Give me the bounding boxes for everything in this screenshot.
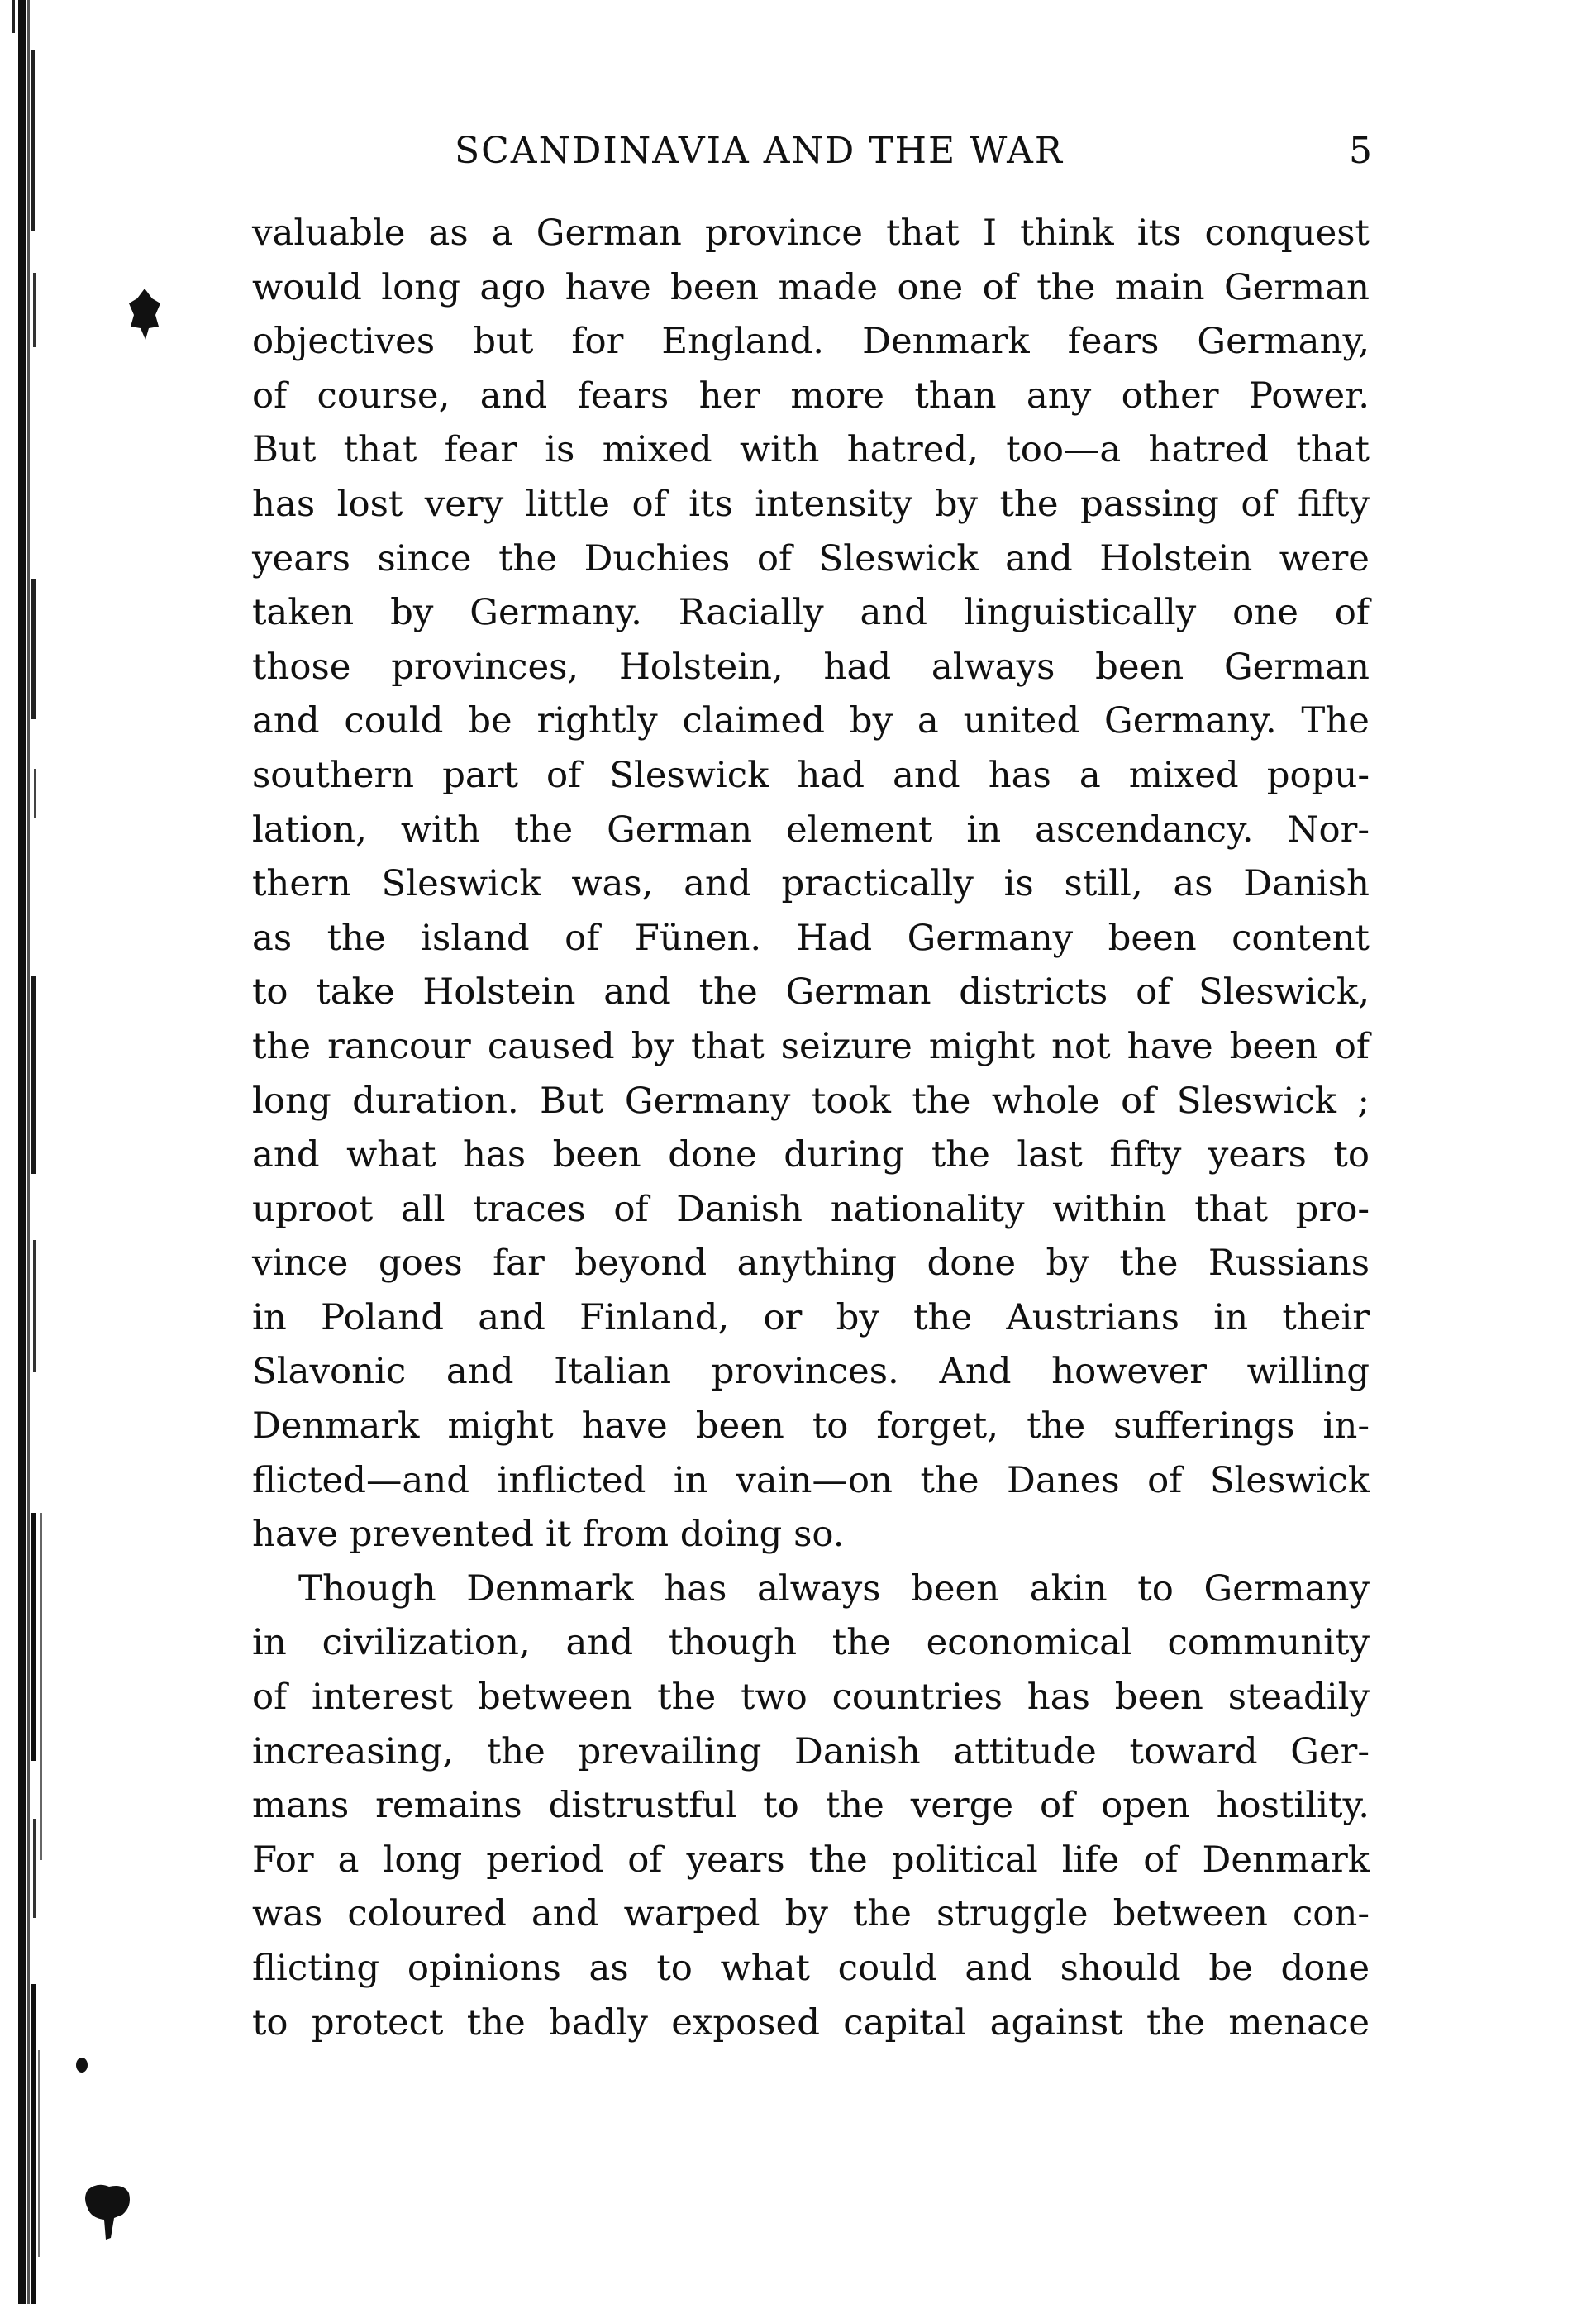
text-line: years since the Duchies of Sleswick and Holstein were (252, 537, 1370, 580)
text-line-final: have prevented it from doing so. (252, 1514, 845, 1556)
text-line: For a long period of years the political life of Denmark (252, 1839, 1370, 1881)
text-line: in Poland and Finland, or by the Austrians in their (252, 1296, 1370, 1338)
text-line: long duration. But Germany took the whole of Sleswick ; (252, 1080, 1370, 1122)
text-line: to protect the badly exposed capital against the menace (252, 2001, 1370, 2044)
text-line: has lost very little of its intensity by the passing of fifty (252, 483, 1370, 525)
text-line: objectives but for England. Denmark fears Germany, (252, 321, 1370, 363)
text-line-first: Though Denmark has always been akin to Germany (298, 1567, 1370, 1610)
text-line: was coloured and warped by the struggle between con- (252, 1893, 1370, 1935)
text-line: and what has been done during the last fifty years to (252, 1134, 1370, 1176)
ink-dot-mark (73, 2054, 91, 2076)
text-line: mans remains distrustful to the verge of open hostility. (252, 1785, 1370, 1827)
ink-blot-mark (124, 285, 165, 343)
text-line: Slavonic and Italian provinces. And however willing (252, 1351, 1370, 1393)
text-line: in civilization, and though the economical community (252, 1622, 1370, 1664)
text-line: and could be rightly claimed by a united Germany. The (252, 700, 1370, 742)
binding-shadow-graphic (0, 0, 74, 2304)
text-line: taken by Germany. Racially and linguistically one of (252, 592, 1370, 634)
text-line: flicting opinions as to what could and should be done (252, 1948, 1370, 1989)
text-line: as the island of Fünen. Had Germany been content (252, 917, 1370, 959)
binding-edge (0, 0, 74, 2304)
text-line: would long ago have been made one of the main German (252, 266, 1370, 308)
text-line: Denmark might have been to forget, the sufferings in- (252, 1405, 1370, 1448)
running-head (248, 122, 1372, 180)
text-line: But that fear is mixed with hatred, too—a hatred that (252, 429, 1370, 471)
text-line: flicted—and inflicted in vain—on the Danes of Sleswick (252, 1459, 1370, 1501)
text-line: uproot all traces of Danish nationality within that pro- (252, 1188, 1370, 1230)
text-line: those provinces, Holstein, had always been German (252, 646, 1370, 688)
text-line: the rancour caused by that seizure might not have been of (252, 1025, 1370, 1067)
running-head-title: SCANDINAVIA AND THE WAR (455, 130, 1065, 172)
text-line: of interest between the two countries has been steadily (252, 1677, 1370, 1719)
body-text (252, 207, 1370, 2050)
ink-blot-mark-lower (81, 2178, 134, 2244)
text-line: of course, and fears her more than any other Power. (252, 374, 1370, 417)
text-line: lation, with the German element in ascendancy. Nor- (252, 809, 1370, 851)
page-number: 5 (1349, 130, 1372, 172)
text-line: increasing, the prevailing Danish attitude toward Ger- (252, 1730, 1370, 1772)
text-line: southern part of Sleswick had and has a mixed popu- (252, 754, 1370, 796)
paragraph-2 (252, 1562, 1370, 2050)
text-line: vince goes far beyond anything done by the Russians (252, 1243, 1370, 1285)
paragraph-1 (252, 207, 1370, 1562)
text-line: thern Sleswick was, and practically is still, as Danish (252, 863, 1370, 905)
text-line: valuable as a German province that I think its conquest (252, 212, 1370, 254)
text-line: to take Holstein and the German districts of Sleswick, (252, 971, 1370, 1014)
